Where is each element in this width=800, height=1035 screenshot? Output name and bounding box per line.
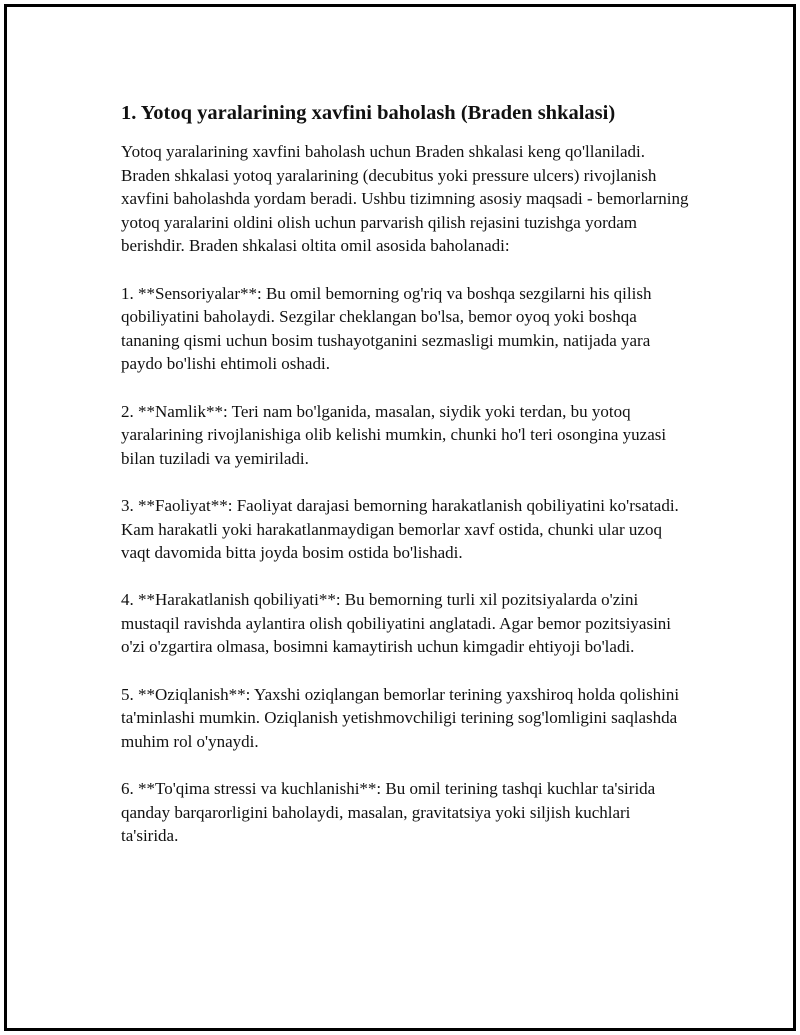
factor-item-friction-shear: 6. **To'qima stressi va kuchlanishi**: Bu omil terining tashqi kuchlar ta'sirida qanday barqarorligini baholaydi, masalan, gravitatsiya yoki siljish kuchlari ta'sirida. bbox=[121, 779, 656, 846]
factor-item-nutrition: 5. **Oziqlanish**: Yaxshi oziqlangan bemorlar terining yaxshiroq holda qolishini ta'minlashi mumkin. Oziqlanish yetishmovchiligi terining sog'lomligini saqlashda muhim rol o'ynaydi. bbox=[121, 684, 680, 751]
document-title: 1. Yotoq yaralarining xavfini baholash (Braden shkalasi) bbox=[121, 102, 616, 124]
factor-item-mobility: 4. **Harakatlanish qobiliyati**: Bu bemorning turli xil pozitsiyalarda o'zini mustaqil ravishda aylantira olish qobiliyatini anglatadi. Agar bemor pozitsiyasini o'zi o'zgartira olmasa, bosimni kamaytirish uchun kimgadir ehtiyoji bo'ladi. bbox=[121, 590, 672, 657]
factor-item-sensory: 1. **Sensoriyalar**: Bu omil bemorning og'riq va boshqa sezgilarni his qilish qobiliyatini baholaydi. Sezgilar cheklangan bo'lsa, bemor oyoq yoki boshqa tananing qismi uchun bosim tushayotganini sezmasligi mumkin, natijada yara paydo bo'lishi ehtimoli oshadi. bbox=[121, 283, 652, 374]
factor-item-activity: 3. **Faoliyat**: Faoliyat darajasi bemorning harakatlanish qobiliyatini ko'rsatadi. Kam harakatli yoki harakatlanmaydigan bemorlar xavf ostida, chunki ular uzoq vaqt davomida bitta joyda bosim ostida bo'lishadi. bbox=[121, 495, 679, 563]
document-body bbox=[121, 99, 691, 848]
intro-paragraph: Yotoq yaralarining xavfini baholash uchun Braden shkalasi keng qo'llaniladi. Braden shkalasi yotoq yaralarining (decubitus yoki pressure ulcers) rivojlanish xavfini baholashda yordam beradi. Ushbu tizimning asosiy maqsadi - bemorlarning yotoq yaralarini oldini olish uchun parvarish qilish rejasini tuzishga yordam berishdir. Braden shkalasi oltita omil asosida baholanadi: bbox=[121, 142, 689, 256]
factor-item-moisture: 2. **Namlik**: Teri nam bo'lganida, masalan, siydik yoki terdan, bu yotoq yaralarining rivojlanishiga olib kelishi mumkin, chunki ho'l teri osongina yuzasi bilan tuziladi va yemiriladi. bbox=[121, 401, 667, 468]
page-frame bbox=[4, 4, 796, 1031]
